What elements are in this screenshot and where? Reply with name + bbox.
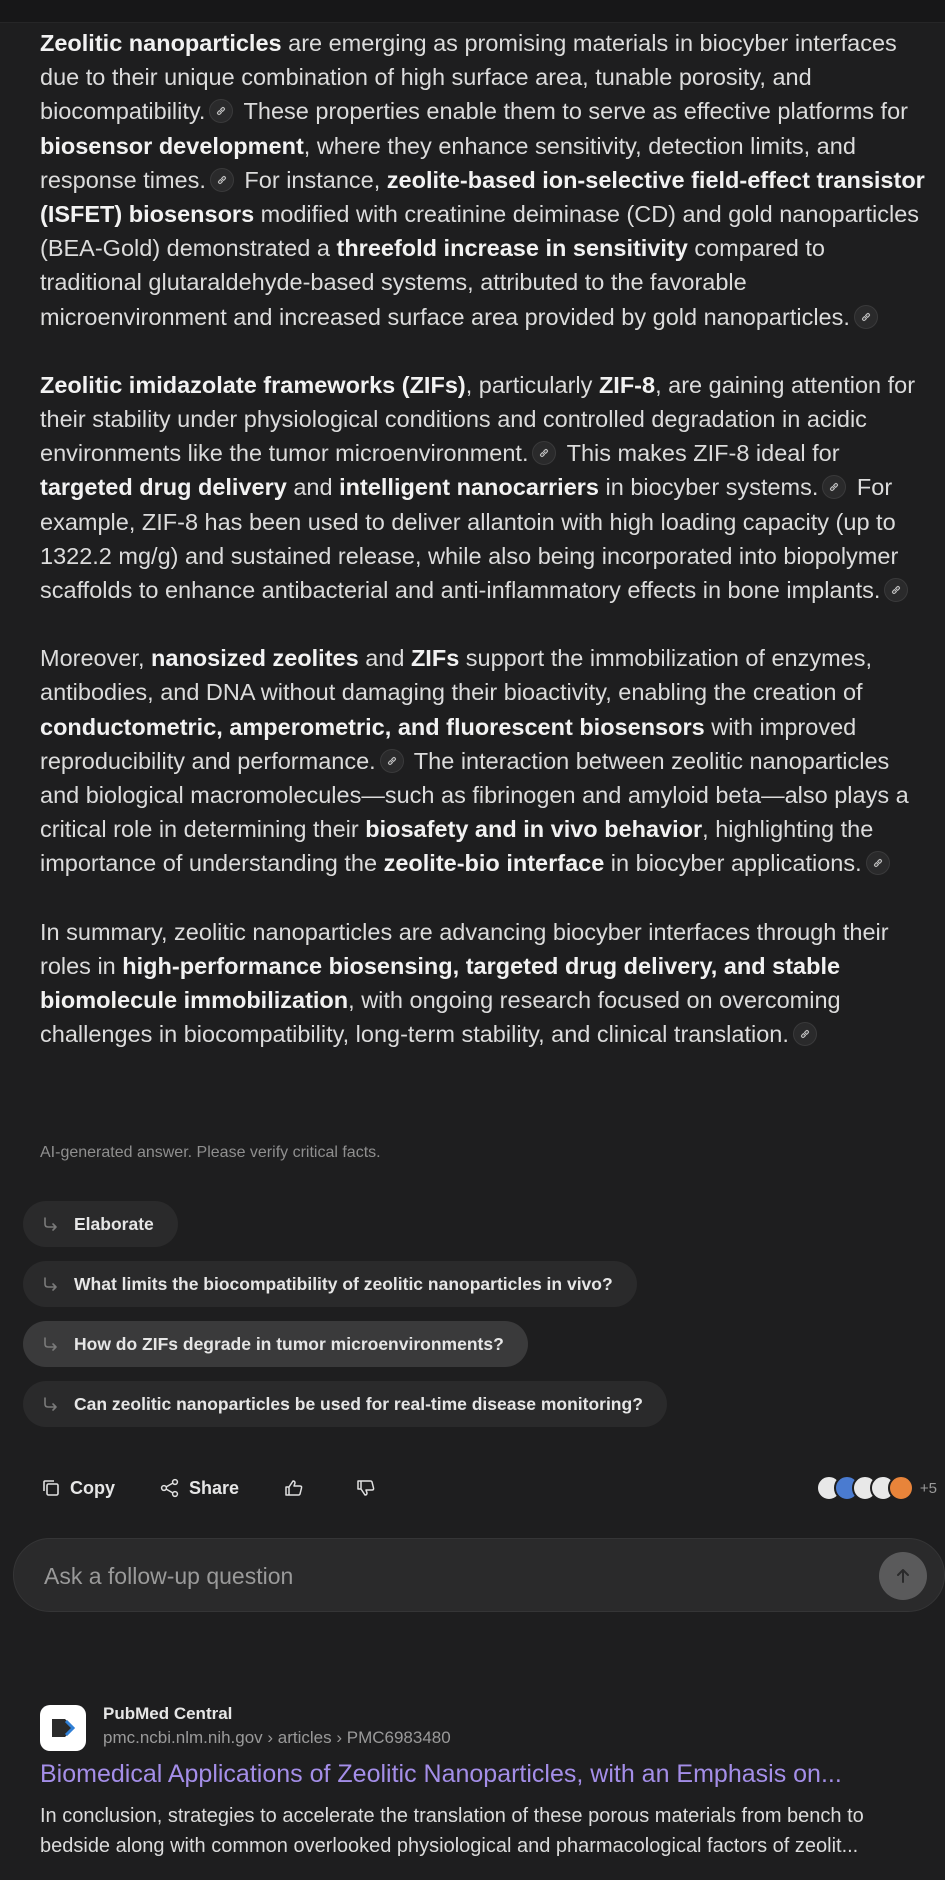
arrow-up-icon: [893, 1566, 913, 1586]
bold-term: biosafety and in vivo behavior: [365, 816, 703, 843]
answer-text: compared to traditional glutaraldehyde-based systems, attributed to the favorable microenvironment and increased surface area provided by gold nanoparticles.: [40, 235, 850, 330]
source-favicon: [888, 1475, 914, 1501]
pubmed-central-logo: [40, 1705, 86, 1751]
reply-arrow-icon: [39, 1393, 61, 1415]
answer-text: in biocyber applications.: [604, 850, 862, 877]
citation-link[interactable]: [532, 441, 556, 465]
answer-text: This makes ZIF-8 ideal for: [560, 440, 840, 467]
bold-term: zeolite-bio interface: [383, 850, 605, 877]
thumbs-up-button[interactable]: [283, 1477, 313, 1499]
answer-paragraph-3: [40, 641, 930, 880]
suggestion-disease-monitoring[interactable]: [23, 1381, 667, 1427]
answer-text: , particularly: [465, 371, 599, 398]
bold-term: threefold increase in sensitivity: [336, 235, 688, 262]
citation-link[interactable]: [793, 1022, 817, 1046]
suggestion-label: Elaborate: [74, 1213, 154, 1234]
citation-link[interactable]: [884, 578, 908, 602]
share-label: Share: [189, 1477, 240, 1498]
bold-term: conductometric, amperometric, and fluorescent biosensors: [40, 713, 705, 740]
bold-term: Zeolitic nanoparticles: [40, 30, 282, 56]
suggestion-label: How do ZIFs degrade in tumor microenvironments?: [74, 1333, 504, 1354]
suggestion-zif-degradation[interactable]: [23, 1321, 528, 1367]
link-icon: [386, 755, 398, 767]
answer-text: For example, ZIF-8 has been used to deliver allantoin with high loading capacity (up to 1322.2 mg/g) and sustained release, while also being incorporated into biopolymer scaffolds to enhance antibacterial and anti-inflammatory effects in bone implants.: [40, 474, 899, 604]
bold-term: ZIF-8: [598, 371, 656, 398]
answer-text: , are gaining attention for their stability under physiological conditions and controlled degradation in acidic environments like the tumor microenvironment.: [40, 371, 916, 467]
thumbs-up-icon: [283, 1477, 305, 1499]
link-icon: [872, 857, 884, 869]
link-icon: [215, 105, 227, 117]
copy-button[interactable]: [40, 1477, 115, 1499]
answer-paragraph-1: [40, 26, 930, 334]
answer-text: and: [358, 645, 411, 672]
link-icon: [860, 311, 872, 323]
answer-text: , where they enhance sensitivity, detection limits, and response times.: [40, 132, 856, 193]
reply-arrow-icon: [39, 1213, 61, 1235]
copy-label: Copy: [70, 1477, 115, 1498]
submit-button[interactable]: [879, 1552, 927, 1600]
followup-box: [13, 1538, 945, 1612]
thumbs-down-icon: [355, 1477, 377, 1499]
result-snippet: In conclusion, strategies to accelerate the translation of these porous materials from bench to bedside along with common overlooked physiological and pharmacological factors of zeolit...: [40, 1805, 864, 1857]
answer-paragraph-4: [40, 915, 930, 1052]
citation-link[interactable]: [209, 99, 233, 123]
citation-link[interactable]: [822, 475, 846, 499]
answer-text: modified with creatinine deiminase (CD) and gold nanoparticles (BEA-Gold) demonstrated a: [40, 201, 920, 262]
share-icon: [159, 1477, 181, 1499]
answer-text: For instance,: [237, 166, 387, 193]
bold-term: high-performance biosensing, targeted drug delivery, and stable biomolecule immobilization: [40, 952, 841, 1014]
bold-term: zeolite-based ion-selective field-effect transistor (ISFET) biosensors: [40, 166, 925, 228]
suggestion-elaborate[interactable]: [23, 1201, 178, 1247]
link-icon: [538, 447, 550, 459]
reply-arrow-icon: [39, 1333, 61, 1355]
answer-text: and: [286, 474, 340, 501]
copy-icon: [40, 1477, 62, 1499]
link-icon: [890, 584, 902, 596]
bold-term: intelligent nanocarriers: [339, 474, 599, 501]
suggestion-biocompatibility-limits[interactable]: [23, 1261, 637, 1307]
ai-disclaimer: AI-generated answer. Please verify critical facts.: [40, 1144, 381, 1161]
link-icon: [799, 1028, 811, 1040]
bold-term: Zeolitic imidazolate frameworks (ZIFs): [40, 371, 466, 398]
bold-term: targeted drug delivery: [40, 474, 287, 501]
answer-text: The interaction between zeolitic nanoparticles and biological macromolecules—such as fibrinogen and amyloid beta—also plays a critical role in determining their: [40, 747, 909, 843]
thumbs-down-button[interactable]: [355, 1477, 385, 1499]
link-icon: [828, 481, 840, 493]
result-site-name: PubMed Central: [103, 1704, 233, 1723]
citation-link[interactable]: [210, 168, 234, 192]
answer-text: In summary, zeolitic nanoparticles are advancing biocyber interfaces through their roles in: [40, 918, 889, 979]
answer-text: Moreover,: [40, 645, 152, 672]
sources-button[interactable]: [816, 1470, 937, 1506]
citation-link[interactable]: [854, 305, 878, 329]
answer-body: [40, 26, 930, 1085]
suggestion-label: Can zeolitic nanoparticles be used for real-time disease monitoring?: [74, 1393, 643, 1414]
reply-arrow-icon: [39, 1273, 61, 1295]
answer-text: These properties enable them to serve as effective platforms for: [237, 98, 908, 125]
link-icon: [216, 174, 228, 186]
answer-text: , with ongoing research focused on overcoming challenges in biocompatibility, long-term stability, and clinical translation.: [40, 987, 841, 1048]
answer-text: support the immobilization of enzymes, antibodies, and DNA without damaging their bioactivity, enabling the creation of: [40, 645, 873, 706]
citation-link[interactable]: [866, 851, 890, 875]
result-url: pmc.ncbi.nlm.nih.gov › articles › PMC6983480: [103, 1728, 451, 1747]
answer-text: are emerging as promising materials in biocyber interfaces due to their unique combination of high surface area, tunable porosity, and biocompatibility.: [40, 30, 897, 125]
answer-actions: [40, 1470, 427, 1506]
followup-input[interactable]: [42, 1557, 846, 1595]
bold-term: nanosized zeolites: [151, 645, 359, 672]
suggestion-label: What limits the biocompatibility of zeolitic nanoparticles in vivo?: [74, 1273, 613, 1294]
share-button[interactable]: [159, 1477, 239, 1499]
answer-text: with improved reproducibility and performance.: [40, 713, 857, 774]
bold-term: biosensor development: [40, 132, 304, 159]
answer-text: in biocyber systems.: [599, 474, 819, 501]
answer-text: , highlighting the importance of understanding the: [40, 816, 874, 877]
bold-term: ZIFs: [410, 645, 460, 672]
citation-link[interactable]: [380, 749, 404, 773]
result-title-link[interactable]: Biomedical Applications of Zeolitic Nanoparticles, with an Emphasis on...: [40, 1760, 842, 1788]
sources-count: +5: [919, 1479, 937, 1497]
answer-paragraph-2: [40, 368, 930, 607]
top-bar: [0, 0, 945, 23]
